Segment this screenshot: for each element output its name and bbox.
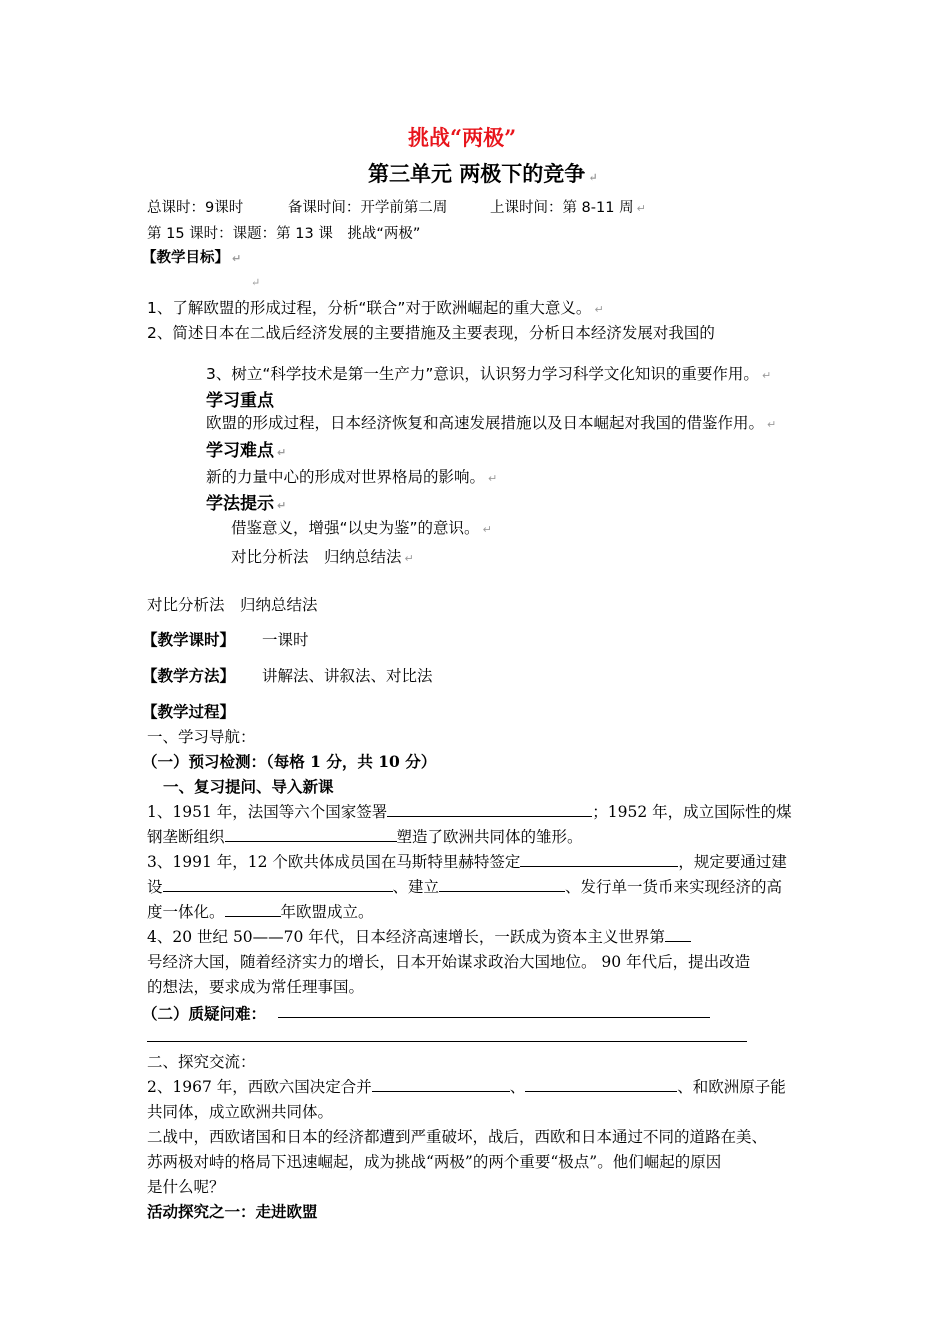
answer-blank[interactable] [525,1077,677,1092]
answer-blank[interactable] [225,827,397,842]
answer-blank[interactable] [225,902,281,917]
objectives-heading [142,246,241,267]
unit-title [368,158,598,188]
doubt-heading: （二）质疑问难： [142,1004,267,1023]
lesson-line: 第 15 课时：课题：第 13 课 挑战“两极” [147,226,421,242]
method-hint-1-text: 借鉴意义，增强“以史为鉴”的意识。 [231,519,480,537]
answer-blank[interactable] [387,802,592,817]
hours-row [142,628,308,650]
process-heading: 【教学过程】 [142,702,236,721]
return-mark: ↵ [636,202,646,215]
q3-part-f: 度一体化。 [147,903,225,921]
method-hint-1 [231,516,492,538]
objective-1-text: 1、了解欧盟的形成过程，分析“联合”对于欧洲崛起的重大意义。 [147,299,592,317]
return-mark: ↵ [251,276,261,289]
objectives-heading-text: 【教学目标】 [142,250,229,266]
teach-method-label: 【教学方法】 [142,666,236,685]
method-hint-2 [231,545,414,567]
q1-part-b: ；1952 年，成立国际性的煤 [592,803,792,821]
activity-heading: 活动探究之一：走进欧盟 [147,1202,318,1221]
method-hint-heading [206,489,286,514]
return-mark: ↵ [588,171,598,184]
hours-value: 一课时 [261,631,309,649]
difficult-text-body: 新的力量中心的形成对世界格局的影响。 [206,468,486,486]
question-1-line-2 [147,825,583,847]
q2-part-b: 、 [509,1078,526,1096]
question-2-line-1 [147,1075,786,1097]
schedule-class-time: 上课时间：第 8-11 周 [489,200,634,216]
method-hint-2-text: 对比分析法 归纳总结法 [231,548,402,566]
answer-blank[interactable] [439,877,565,892]
question-3-line-2 [147,875,782,897]
teach-method-value: 讲解法、讲叙法、对比法 [261,667,433,685]
objective-3-text: 3、树立“科学技术是第一生产力”意识，认识努力学习科学文化知识的重要作用。 [206,365,759,383]
answer-blank[interactable] [163,877,393,892]
explore-heading: 二、探究交流： [147,1053,256,1071]
answer-blank[interactable] [520,852,678,867]
difficult-heading-text: 学习难点 [206,441,274,461]
return-mark: ↵ [488,472,498,485]
hours-label: 【教学课时】 [142,630,236,649]
q1-part-a: 1、1951 年，法国等六个国家签署 [147,803,388,821]
method-repeat: 对比分析法 归纳总结法 [147,596,318,614]
question-4-line-1 [147,925,691,947]
paragraph-line-2: 苏两极对峙的格局下迅速崛起，成为挑战“两极”的两个重要“极点”。他们崛起的原因 [147,1153,722,1171]
return-mark: ↵ [404,552,414,565]
key-text-body: 欧盟的形成过程，日本经济恢复和高速发展措施以及日本崛起对我国的借鉴作用。 [206,414,765,432]
doubt-answer-line-2[interactable] [147,1041,747,1042]
return-mark: ↵ [232,252,242,265]
answer-blank[interactable] [665,927,691,942]
question-3-line-3 [147,900,374,922]
q3-part-b: ，规定要通过建 [678,853,787,871]
teach-method-row [142,664,432,686]
return-mark: ↵ [277,446,287,459]
q2-part-a: 2、1967 年，西欧六国决定合并 [147,1078,372,1096]
question-2-line-2: 共同体，成立欧洲共同体。 [147,1103,334,1121]
question-3-line-1 [147,850,787,872]
paragraph-line-3: 是什么呢？ [147,1178,225,1196]
unit-title-text: 第三单元 两极下的竞争 [368,161,586,186]
difficult-text [206,465,497,487]
q4-part-a: 4、20 世纪 50——70 年代，日本经济高速增长，一跃成为资本主义世界第 [147,928,665,946]
schedule-total: 总课时：9课时 [147,200,244,216]
page-title: 挑战“两极” [408,125,517,150]
answer-blank[interactable] [372,1077,510,1092]
question-1-line-1 [147,800,792,822]
return-mark: ↵ [761,369,772,382]
review-heading: 一、复习提问、导入新课 [163,777,334,796]
paragraph-line-1: 二战中，西欧诸国和日本的经济都遭到严重破坏，战后，西欧和日本通过不同的道路在美、 [147,1128,768,1146]
q3-part-c: 设 [147,878,163,896]
q1-part-c: 钢垄断组织 [147,828,225,846]
return-mark: ↵ [482,523,492,536]
q3-part-e: 、发行单一货币来实现经济的高 [565,878,783,896]
objective-2: 2、简述日本在二战后经济发展的主要措施及主要表现，分析日本经济发展对我国的 [147,324,715,342]
return-mark: ↵ [594,303,604,316]
return-mark: ↵ [277,499,287,512]
q2-part-c: 、和欧洲原子能 [677,1078,786,1096]
q3-part-a: 3、1991 年，12 个欧共体成员国在马斯特里赫特签定 [147,853,521,871]
q3-part-d: 、建立 [392,878,440,896]
schedule-prep: 备课时间：开学前第二周 [287,200,448,216]
guide-heading: 一、学习导航： [147,728,256,746]
preview-heading: （一）预习检测：（每格 1 分，共 10 分） [142,752,437,771]
key-text [206,411,776,433]
key-heading: 学习重点 [206,391,274,411]
method-hint-heading-text: 学法提示 [206,494,274,514]
q1-part-d: 塑造了欧洲共同体的雏形。 [396,828,583,846]
doubt-answer-line-1[interactable] [278,1017,710,1018]
difficult-heading [206,436,286,461]
objective-3 [206,362,771,384]
schedule-line [147,196,646,217]
objective-1 [147,296,604,318]
q3-part-g: 年欧盟成立。 [280,903,374,921]
return-mark: ↵ [767,418,777,431]
question-4-line-2: 号经济大国，随着经济实力的增长，日本开始谋求政治大国地位。 90 年代后，提出改造 [147,953,751,971]
question-4-line-3: 的想法，要求成为常任理事国。 [147,978,365,996]
